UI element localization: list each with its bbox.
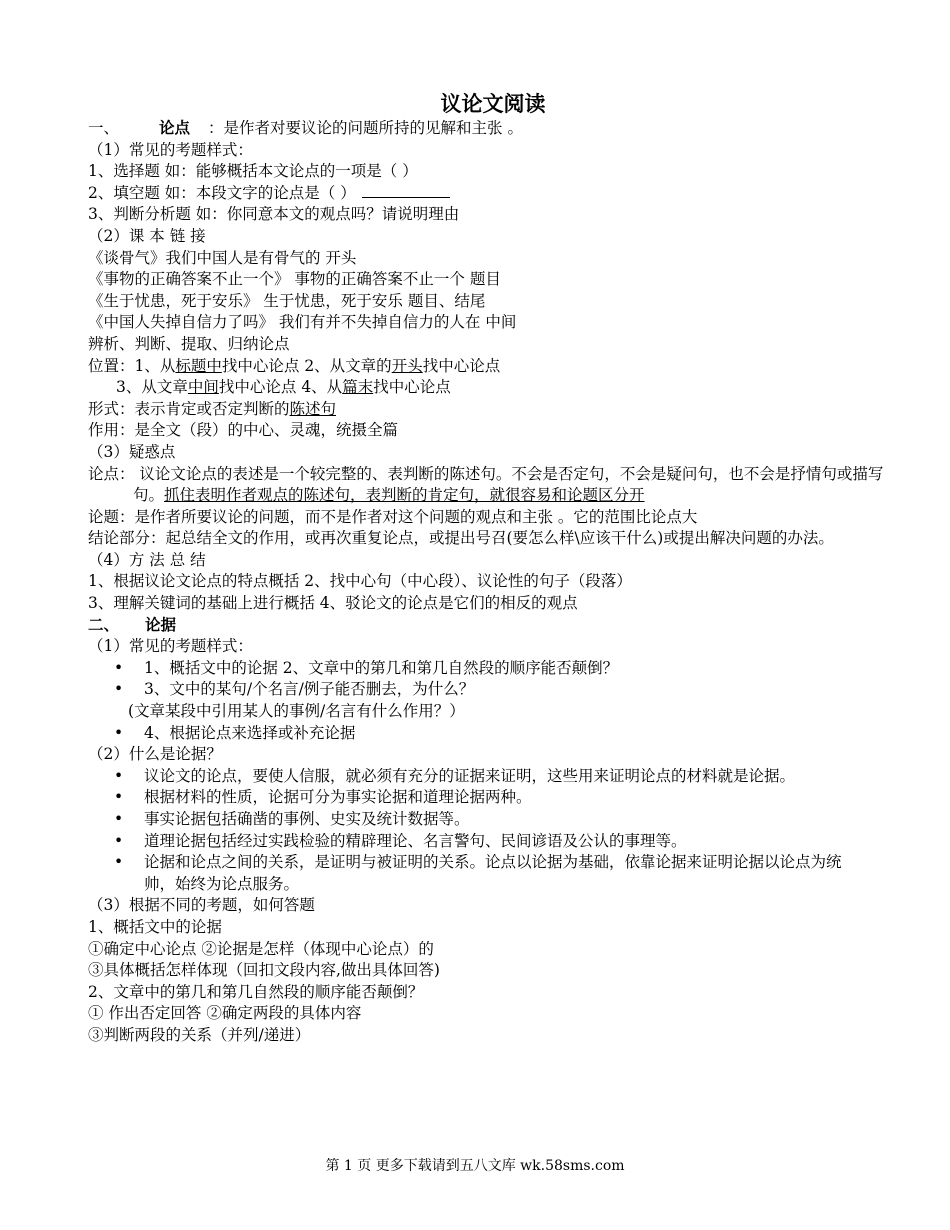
text-line: 3、判断分析题 如：你同意本文的观点吗？请说明理由 (88, 205, 460, 224)
section-heading-lundian (88, 118, 878, 140)
text-line: 《中国人失掉自信力了吗》 我们有并不失掉自信力的人在 中间 (88, 313, 517, 332)
text-span: 找中心论点 4、从 (218, 378, 343, 397)
bullet-icon: • (114, 853, 124, 872)
text-span: 2、填空题 如：本段文字的论点是（ ） (88, 183, 356, 202)
underlined-text: 中间 (187, 378, 219, 397)
text-line (88, 356, 878, 378)
subheading: （3）根据不同的考题，如何答题 (88, 896, 315, 915)
text-line (88, 399, 878, 421)
subheading: （2）课 本 链 接 (88, 226, 206, 245)
paragraph-jielun: 结论部分：起总结全文的作用，或再次重复论点，或提出号召(要怎么样\应该干什么)或提出解决问题的办法。 (88, 529, 834, 548)
text-span: 位置：1、从 (88, 356, 176, 375)
text-line: 3、理解关键词的基础上进行概括 4、驳论文的论点是它们的相反的观点 (88, 594, 578, 613)
text-span: 找中心论点 (373, 378, 451, 397)
bullet-icon: • (114, 810, 124, 828)
section-heading-lunju (88, 615, 878, 637)
bullet-icon: • (114, 658, 124, 677)
text-line (88, 183, 878, 205)
text-line: ①确定中心论点 ②论据是怎样（体现中心论点）的 (88, 939, 434, 958)
bullet-text: 议论文的论点，要使人信服，就必须有充分的证据来证明，这些用来证明论点的材料就是论据。 (144, 766, 796, 785)
answer-blank (362, 183, 450, 198)
document-page (88, 90, 884, 1047)
text-span: 3、从文章 (116, 378, 188, 397)
bullet-item (88, 831, 878, 853)
subheading: （1）常见的考题样式： (88, 140, 253, 159)
page-footer: 第 1 页 更多下载请到五八文库 wk.58sms.com (325, 1158, 625, 1174)
text-span: 形式：表示肯定或否定判断的 (88, 399, 290, 418)
page-title: 议论文阅读 (440, 92, 546, 116)
bullet-text: 根据材料的性质，论据可分为事实论据和道理论据两种。 (144, 788, 532, 807)
bullet-icon: • (114, 766, 124, 785)
bullet-item (88, 852, 864, 895)
section-title: 论据 (145, 615, 177, 634)
text-line: 辨析、判断、提取、归纳论点 (88, 334, 290, 353)
bullet-icon: • (114, 831, 124, 850)
section-number: 二、 (88, 615, 120, 634)
section-number: 一、 (88, 119, 120, 137)
text-line: 1、选择题 如：能够概括本文论点的一项是（ ） (88, 162, 418, 181)
subheading: （1）常见的考题样式： (88, 637, 253, 656)
text-line: 论题：是作者所要议论的问题，而不是作者对这个问题的观点和主张 。它的范围比论点大 (88, 507, 698, 526)
underlined-text: 开头 (391, 356, 423, 375)
text-line: 《谈骨气》我们中国人是有骨气的 开头 (88, 248, 357, 267)
text-line: (文章某段中引用某人的事例/名言有什么作用？） (128, 702, 465, 721)
text-span: 找中心论点 (422, 356, 501, 375)
bullet-item (88, 679, 878, 701)
bullet-text: 4、根据论点来选择或补充论据 (144, 723, 356, 742)
bullet-icon: • (114, 723, 124, 742)
text-line: 作用：是全文（段）的中心、灵魂，统摄全篇 (88, 421, 399, 440)
bullet-text: 3、文中的某句/个名言/例子能否删去，为什么？ (144, 680, 475, 699)
bullet-item (88, 723, 878, 745)
bullet-text: 事实论据包括确凿的事例、史实及统计数据等。 (144, 810, 470, 828)
subheading: （4）方 法 总 结 (88, 550, 206, 569)
underlined-text: 篇末 (342, 378, 374, 397)
underlined-text: 标题中 (175, 356, 222, 375)
bullet-text: 论据和论点之间的关系，是证明与被证明的关系。论点以论据为基础，依靠论据来证明论据以论点为统帅，始终为论点服务。 (144, 853, 842, 893)
text-line: 1、概括文中的论据 (88, 917, 222, 936)
text-line: 2、文章中的第几和第几自然段的顺序能否颠倒？ (88, 982, 424, 1001)
bullet-text: 道理论据包括经过实践检验的精辟理论、名言警句、民间谚语及公认的事理等。 (144, 831, 687, 850)
subheading: （2）什么是论据？ (88, 745, 222, 764)
text-line: 《事物的正确答案不止一个》 事物的正确答案不止一个 题目 (88, 270, 501, 289)
bullet-icon: • (114, 680, 124, 699)
section-title: 论点 (159, 119, 191, 137)
bullet-text: 1、概括文中的论据 2、文章中的第几和第几自然段的顺序能否颠倒？ (144, 658, 619, 677)
underlined-text: 陈述句 (289, 399, 337, 418)
text-line (88, 377, 878, 399)
paragraph-lundian (88, 464, 913, 507)
bullet-item (88, 766, 864, 788)
text-span: 论点： 议论文论点的表述是一个较完整的、表判断的陈述句。不会是否定句，不会是疑问句，也不会是抒情句或描写句。 (88, 464, 884, 505)
text-line: 《生于忧患，死于安乐》 生于忧患，死于安乐 题目、结尾 (88, 291, 486, 310)
bullet-icon: • (114, 788, 124, 807)
text-line: 1、根据议论文论点的特点概括 2、找中心句（中心段）、议论性的句子（段落） (88, 572, 632, 591)
text-span: 找中心论点 2、从文章的 (221, 356, 392, 375)
bullet-item (88, 658, 878, 680)
underlined-text: 抓住表明作者观点的陈述句，表判断的肯定句，就很容易和论题区分开 (164, 486, 645, 505)
section-definition: ：是作者对要议论的问题所持的见解和主张 。 (208, 119, 523, 137)
subheading: （3）疑惑点 (88, 442, 176, 461)
bullet-item (88, 787, 878, 809)
bullet-item (88, 809, 878, 831)
text-line: ③具体概括怎样体现（回扣文段内容,做出具体回答) (88, 961, 440, 980)
text-line: ① 作出否定回答 ②确定两段的具体内容 (88, 1004, 362, 1023)
text-line: ③判断两段的关系（并列/递进） (88, 1025, 311, 1044)
